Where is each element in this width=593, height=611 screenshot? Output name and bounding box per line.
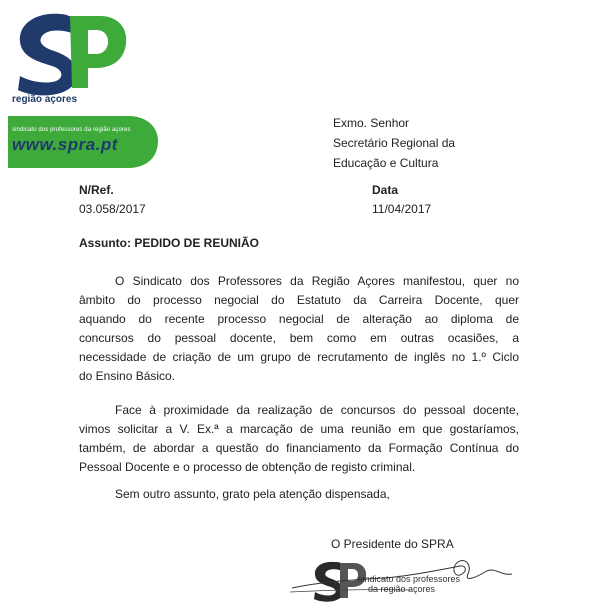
paragraph-line: vimos solicitar a V. Ex.ª a marcação de uma reunião em que gostaríamos, bbox=[79, 422, 519, 436]
date-value: 11/04/2017 bbox=[372, 202, 432, 216]
paragraph-line: Face à proximidade da realização de concursos do pessoal docente, bbox=[115, 403, 519, 417]
signatory-title: O Presidente do SPRA bbox=[331, 537, 454, 551]
paragraph-line: também, de abordar a questão do financiamento da Formação Contínua do bbox=[79, 441, 519, 455]
body-paragraph bbox=[79, 401, 519, 477]
body-paragraph bbox=[79, 272, 519, 386]
subject-line: Assunto: PEDIDO DE REUNIÃO bbox=[79, 236, 260, 250]
reference-value: 03.058/2017 bbox=[79, 202, 146, 216]
recipient-line: Educação e Cultura bbox=[333, 156, 439, 170]
paragraph-line: necessidade de criação de um grupo de recrutamento de inglês no 1.º Ciclo bbox=[79, 350, 519, 364]
reference-label: N/Ref. bbox=[79, 183, 114, 197]
paragraph-line: Pessoal Docente e o processo de obtenção de registo criminal. bbox=[79, 460, 416, 474]
stamp-text: sindicato dos professores bbox=[358, 574, 461, 584]
recipient-address bbox=[333, 113, 455, 173]
paragraph-line: concursos do pessoal docente, bem como em outras ocasiões, a bbox=[79, 331, 519, 345]
paragraph-line: aquando do recente processo negocial de alteração ao diploma de bbox=[79, 312, 519, 326]
paragraph-line: do Ensino Básico. bbox=[79, 369, 176, 383]
region-label: região açores bbox=[12, 94, 78, 105]
closing-paragraph bbox=[79, 485, 519, 504]
banner-tagline: sindicato dos professores da região açores bbox=[12, 127, 131, 133]
paragraph-line: âmbito do processo negocial do Estatuto da Carreira Docente, quer bbox=[79, 293, 519, 307]
paragraph-line: O Sindicato dos Professores da Região Açores manifestou, quer no bbox=[115, 274, 519, 288]
spra-logo bbox=[8, 6, 158, 171]
recipient-line: Exmo. Senhor bbox=[333, 116, 410, 130]
recipient-line: Secretário Regional da bbox=[333, 136, 456, 150]
signature-stamp bbox=[290, 556, 520, 606]
date-label: Data bbox=[372, 183, 399, 197]
website-link[interactable]: www.spra.pt bbox=[12, 135, 118, 154]
paragraph-line: Sem outro assunto, grato pela atenção dispensada, bbox=[115, 487, 390, 501]
stamp-text: da região açores bbox=[368, 584, 436, 594]
